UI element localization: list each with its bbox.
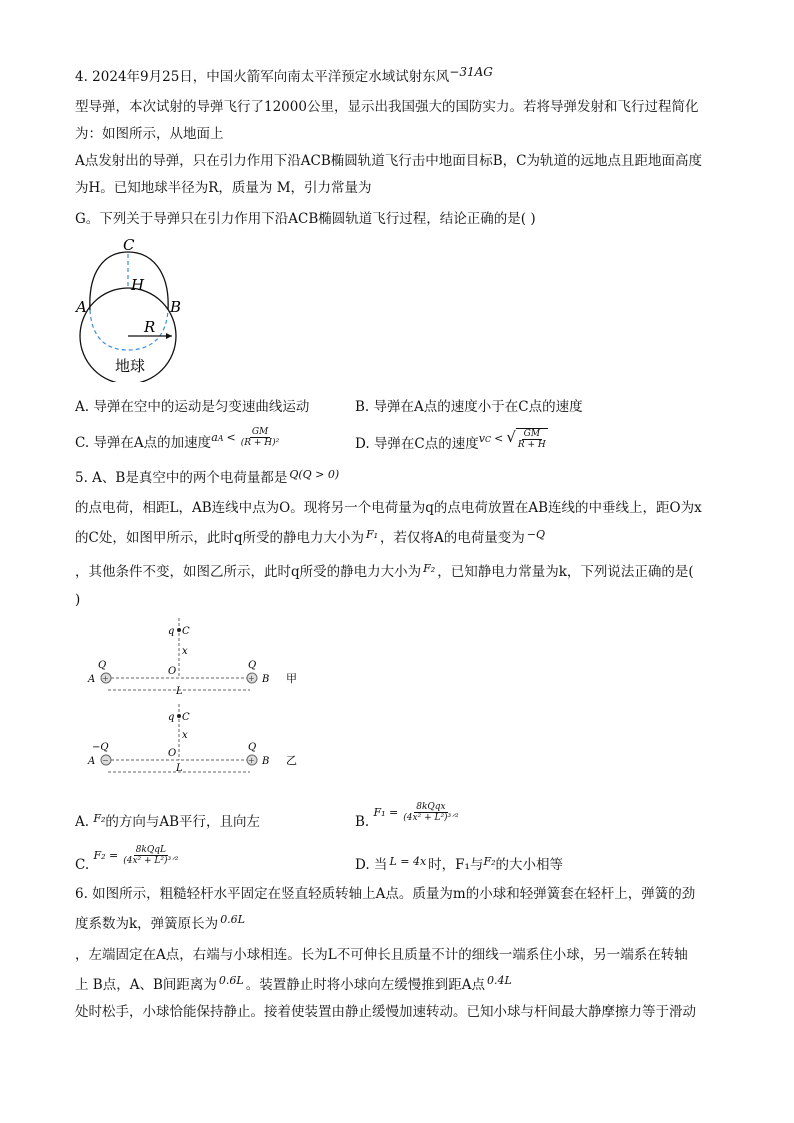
svg-text:O: O bbox=[168, 666, 177, 677]
svg-text:A: A bbox=[88, 756, 96, 767]
q5-line-3: 的C处，如图甲所示，此时q所受的静电力大小为 $^{F_1}$ ，若仅将A的电荷量变为 $^{-Q}$ bbox=[75, 528, 546, 546]
svg-text:+: + bbox=[248, 756, 255, 765]
svg-text:x: x bbox=[182, 646, 188, 657]
label-A: A bbox=[76, 298, 87, 316]
q6-line-5: 处时松手，小球恰能保持静止。接着使装置由静止缓慢加速转动。已知小球与杆间最大静摩擦力等于滑动 bbox=[75, 1004, 696, 1020]
svg-text:B: B bbox=[262, 756, 270, 767]
q6-line-1: 6. 如图所示，粗糙轻杆水平固定在竖直轻质转轴上A点。质量为m的小球和轻弹簧套在轻杆上，弹簧的劲 bbox=[75, 886, 696, 902]
svg-text:B: B bbox=[262, 674, 270, 685]
svg-text:+: + bbox=[102, 674, 109, 683]
svg-text:A: A bbox=[88, 674, 96, 685]
q4-option-b[interactable]: B. 导弹在A点的速度小于在C点的速度 bbox=[355, 399, 583, 415]
q4-line-3: 为：如图所示，从地面上 bbox=[75, 126, 224, 142]
svg-text:乙: 乙 bbox=[286, 754, 297, 767]
svg-text:−: − bbox=[102, 756, 109, 765]
q5-option-c[interactable]: C. $^{F_2 =}$ $\frac{\text{8kQqL}}{\text{(4x² + L²)³ᐟ²}}$ bbox=[75, 845, 179, 873]
svg-text:q: q bbox=[168, 626, 175, 637]
svg-text:C: C bbox=[182, 712, 190, 723]
svg-text:q: q bbox=[168, 712, 175, 723]
q4-line-2: 型导弹，本次试射的导弹飞行了12000公里，显示出我国强大的国防实力。若将导弹发射和飞行过程简化 bbox=[75, 99, 699, 115]
q5-line-5: ) bbox=[75, 592, 81, 608]
svg-text:x: x bbox=[182, 730, 188, 741]
label-R: R bbox=[144, 318, 156, 336]
svg-text:−Q: −Q bbox=[92, 742, 109, 753]
label-earth: 地球 bbox=[115, 357, 146, 375]
svg-text:C: C bbox=[182, 626, 190, 637]
svg-text:Q: Q bbox=[248, 660, 257, 671]
q5-option-b[interactable]: B. $^{F_1 =}$ $\frac{\text{8kQqx}}{\text{(4x² + L²)³ᐟ²}}$ bbox=[355, 802, 459, 830]
q6-line-4: 上 B点，A、B间距离为 $^{0.6L}$ 。装置静止时将小球向左缓慢推到距A点 $^{0.4L}$ bbox=[75, 974, 512, 993]
figure-jia bbox=[87, 618, 297, 697]
figure-yi bbox=[87, 704, 297, 773]
charge-figure bbox=[86, 618, 306, 773]
label-H: H bbox=[131, 276, 145, 294]
q5-option-d[interactable]: D. 当 $^{L = 4x}$ 时，F₁与$^{F_2}$的大小相等 bbox=[355, 855, 563, 873]
q6-line-2: 度系数为k，弹簧原长为 $^{0.6L}$ bbox=[75, 913, 245, 932]
svg-text:Q: Q bbox=[248, 742, 257, 753]
q5-option-a[interactable]: A. $^{F_2}$的方向与AB平行，且向左 bbox=[75, 812, 261, 830]
orbit-figure bbox=[70, 232, 190, 382]
svg-text:L: L bbox=[176, 763, 183, 773]
orbit-hidden-part bbox=[90, 310, 168, 350]
q4-line-4: A点发射出的导弹，只在引力作用下沿ACB椭圆轨道飞行击中地面目标B，C为轨道的远地点且距地面高度 bbox=[75, 153, 702, 169]
arrow-head-icon bbox=[166, 333, 172, 339]
q5-line-4: ，其他条件不变，如图乙所示，此时q所受的静电力大小为 $^{F_2}$ ，已知静电力常量为k，下列说法正确的是( bbox=[75, 562, 694, 580]
svg-text:Q: Q bbox=[98, 660, 107, 671]
label-C: C bbox=[123, 236, 135, 254]
q5-line-1: 5. A、B是真空中的两个电荷量都是 $^{Q(Q > 0)}$ bbox=[75, 468, 340, 486]
svg-text:L: L bbox=[176, 686, 183, 697]
label-B: B bbox=[170, 298, 182, 316]
q4-line-5: 为H。已知地球半径为R，质量为 M，引力常量为 bbox=[75, 180, 372, 196]
q6-line-3: ，左端固定在A点，右端与小球相连。长为L不可伸长且质量不计的细线一端系住小球，另一端系在转轴 bbox=[75, 947, 688, 963]
svg-text:+: + bbox=[248, 674, 255, 683]
q4-option-a[interactable]: A. 导弹在空中的运动是匀变速曲线运动 bbox=[75, 399, 310, 415]
q4-option-d[interactable]: D. 导弹在C点的速度$^{vC}$ < √ $\frac{GM}{R + H}$ bbox=[355, 428, 546, 452]
q4-line-6: G。下列关于导弹只在引力作用下沿ACB椭圆轨道飞行过程，结论正确的是( ) bbox=[75, 211, 536, 227]
svg-text:甲: 甲 bbox=[286, 672, 297, 685]
missile-model: −31AG bbox=[449, 65, 493, 79]
sqrt-icon: √ bbox=[506, 428, 516, 446]
orbit-ellipse bbox=[90, 252, 168, 310]
q5-line-2: 的点电荷，相距L，AB连线中点为O。现将另一个电荷量为q的点电荷放置在AB连线的中垂线上，距O为x bbox=[75, 500, 702, 516]
svg-text:O: O bbox=[168, 748, 177, 759]
q4-option-c[interactable]: C. 导弹在A点的加速度$^{aA}$ < $\frac{GM}{\text{(R + H)²}}$ bbox=[75, 427, 280, 451]
q4-line-1: 4. 2024年9月25日，中国火箭军向南太平洋预定水域试射东风−31AG bbox=[75, 65, 493, 85]
